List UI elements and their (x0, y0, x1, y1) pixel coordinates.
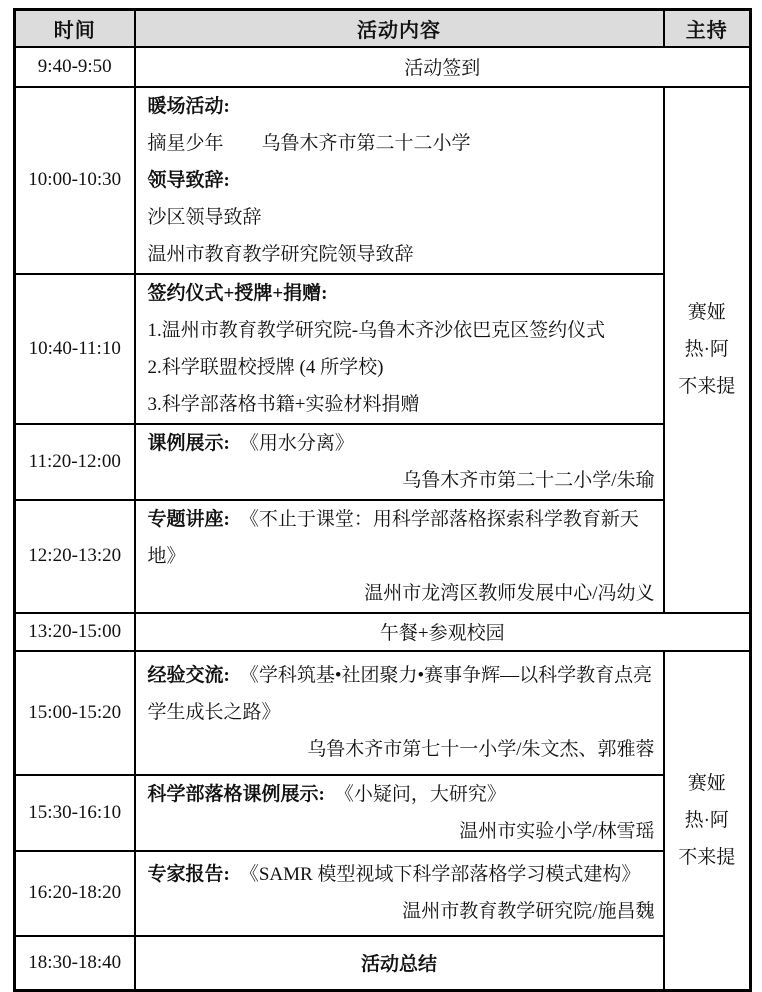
content-cell (135, 424, 664, 500)
activity-text: 1.温州市教育教学研究院-乌鲁木齐沙依巴克区签约仪式 (147, 319, 606, 341)
host-name-line: 赛娅 (687, 772, 726, 794)
content-cell: 午餐+参观校园 (135, 613, 751, 651)
activity-text: 摘星少年 乌鲁木齐市第二十二小学 (147, 132, 471, 154)
activity-title: 《小疑问，大研究》 (334, 783, 506, 805)
activity-label: 经验交流: (147, 665, 230, 686)
time-cell: 10:00-10:30 (15, 87, 135, 274)
header-cell-time: 时间 (15, 10, 135, 47)
activity-label: 科学部落格课例展示: (147, 783, 325, 805)
host-name-line: 赛娅 (687, 302, 726, 323)
table-row (15, 274, 751, 424)
time-cell: 9:40-9:50 (15, 47, 135, 87)
table-row (15, 87, 751, 274)
table-row (15, 424, 751, 500)
time-cell: 15:30-16:10 (15, 775, 135, 851)
activity-title: 《用水分离》 (239, 432, 354, 454)
schedule-table (13, 8, 752, 992)
activity-label: 暖场活动: (147, 95, 230, 117)
table-row (15, 775, 751, 851)
table-row (15, 613, 751, 651)
content-cell (135, 87, 664, 274)
time-cell: 13:20-15:00 (15, 613, 135, 651)
table-row (15, 936, 751, 991)
table-row (15, 651, 751, 775)
header-cell-host: 主持 (664, 10, 751, 47)
host-name-line: 热·阿 (684, 809, 729, 831)
activity-label: 签约仪式+授牌+捐赠: (147, 282, 328, 304)
content-cell (135, 651, 664, 775)
time-cell: 11:20-12:00 (15, 424, 135, 500)
activity-label: 专题讲座: (147, 508, 230, 530)
table-row (15, 851, 751, 936)
time-cell: 12:20-13:20 (15, 500, 135, 613)
presenter: 温州市实验小学/林雪瑶 (459, 820, 655, 842)
host-cell (664, 87, 751, 613)
activity-title: 《学科筑基•社团聚力•赛事争辉—以科学教育点亮学生成长之路》 (147, 665, 653, 723)
host-name-line: 不来提 (678, 376, 736, 397)
presenter: 温州市教育教学研究院/施昌魏 (402, 901, 655, 922)
activity-label: 领导致辞: (147, 169, 230, 191)
host-cell (664, 651, 751, 991)
presenter: 乌鲁木齐市第七十一小学/朱文杰、郭雅蓉 (307, 739, 655, 760)
activity-label: 专家报告: (147, 864, 230, 885)
header-row (15, 10, 751, 47)
header-cell-content: 活动内容 (135, 10, 664, 47)
presenter: 乌鲁木齐市第二十二小学/朱瑜 (402, 469, 655, 491)
content-cell (135, 274, 664, 424)
activity-text: 温州市教育教学研究院领导致辞 (147, 243, 414, 265)
time-cell: 16:20-18:20 (15, 851, 135, 936)
host-name-line: 不来提 (678, 846, 736, 868)
content-cell (135, 851, 664, 936)
content-cell: 活动签到 (135, 47, 751, 87)
presenter: 温州市龙湾区教师发展中心/冯幼义 (364, 582, 655, 604)
table-row (15, 500, 751, 613)
activity-text: 3.科学部落格书籍+实验材料捐赠 (147, 393, 420, 415)
activity-text: 沙区领导致辞 (147, 206, 262, 228)
time-cell: 10:40-11:10 (15, 274, 135, 424)
activity-title: 《SAMR 模型视域下科学部落格学习模式建构》 (239, 864, 641, 885)
time-cell: 18:30-18:40 (15, 936, 135, 991)
content-cell (135, 500, 664, 613)
host-name-line: 热·阿 (684, 339, 729, 360)
time-cell: 15:00-15:20 (15, 651, 135, 775)
activity-title: 《不止于课堂：用科学部落格探索科学教育新天地》 (147, 508, 639, 567)
content-cell (135, 775, 664, 851)
activity-text: 2.科学联盟校授牌 (4 所学校) (147, 356, 384, 378)
content-cell: 活动总结 (135, 936, 664, 991)
activity-label: 课例展示: (147, 432, 230, 454)
table-row (15, 47, 751, 87)
